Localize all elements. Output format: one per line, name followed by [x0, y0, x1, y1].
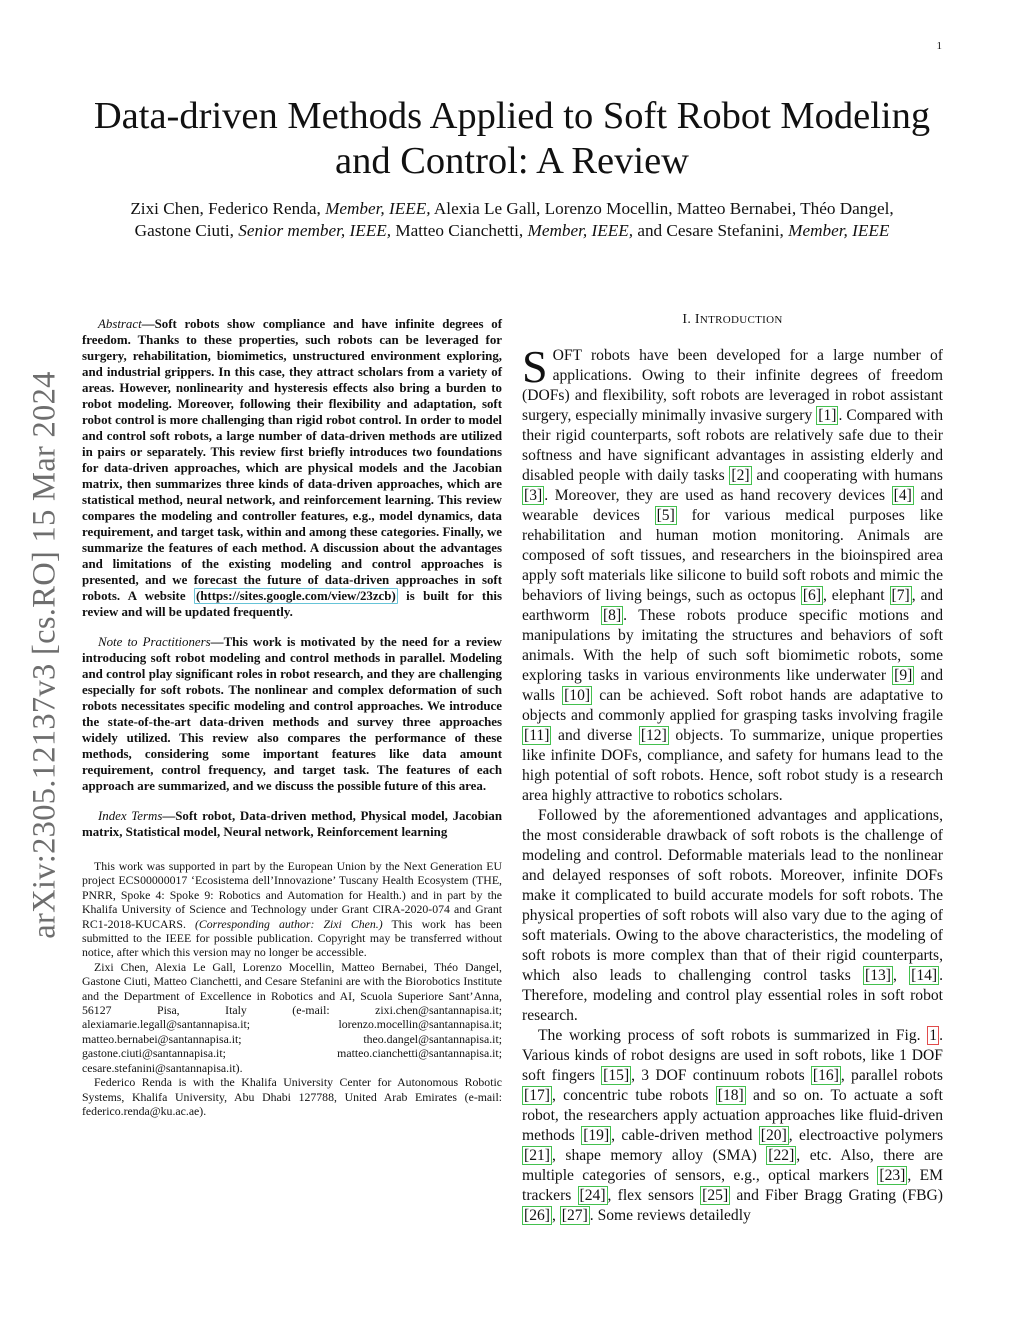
body-text: , and earthworm: [522, 587, 943, 624]
body-text: . Some reviews detailedly: [589, 1207, 751, 1224]
citation-link[interactable]: [8]: [602, 607, 622, 624]
body-text: , shape memory alloy (SMA): [551, 1147, 767, 1164]
body-text: . Moreover, they are used as hand recovery devices: [544, 487, 892, 504]
note-label: Note to Practitioners: [98, 635, 211, 649]
body-text: for various medical purposes like rehabilitation and human motion monitoring. Animals are composed of soft tissues, and researchers in the bioinspired area apply soft materials like silicone to build soft robots and mimic the behaviors of living beings, such as octopus: [522, 507, 943, 604]
body-text: , 3 DOF continuum robots: [631, 1067, 811, 1084]
body-text: Followed by the aforementioned advantages and applications, the most considerable drawback of soft robots is the challenge of modeling and control. Deformable materials lead to the nonlinear and delayed responses of soft robots. Moreover, infinite DOFs make it complicated to build accurate models for soft robots. The physical properties of soft robots will also vary due to the aging of soft materials. Owing to the above characteristics, the modeling of soft robots is more complex than that of their rigid counterparts, which also leads to challenging control tasks: [522, 807, 943, 984]
author-list: [80, 198, 944, 242]
body-text: and diverse: [551, 727, 639, 744]
right-column: [522, 312, 943, 1226]
body-text: , flex sensors: [607, 1187, 701, 1204]
figure-ref-link[interactable]: 1: [929, 1027, 938, 1044]
citation-link[interactable]: [20]: [760, 1127, 787, 1144]
body-text: , etc. Also, there are multiple categories of sensors, e.g., optical markers: [522, 1147, 944, 1184]
body-text: . Therefore, modeling and control play essential roles in soft robot research.: [522, 967, 944, 1024]
section-heading: I. INTRODUCTION: [682, 312, 783, 327]
citation-link[interactable]: [4]: [893, 487, 912, 504]
intro-paragraph-3: [522, 1026, 943, 1226]
citation-link[interactable]: [26]: [524, 1207, 550, 1224]
note-to-practitioners: Note to Practitioners—This work is motivated by the need for a review introducing soft robot modeling and control methods in parallel. Modeling and control play significant roles in robot research, and they are challenging especially for soft robots. The nonlinear and complex deformation of such robots necessitates specific modeling and control approaches. We introduce the state-of-the-art data-driven methods and survey three approaches widely utilized. This review also compares the performance of these methods, considering some important features like data amount requirement, control frequency, and target task. The features of each approach are summarized, and we discuss the possible future of this area.: [82, 635, 502, 793]
funding-footnote: This work was supported in part by the European Union by the Next Generation EU project ECS00000017 ‘Ecosistema dell’Innovazione’ Tuscany Health Ecosystem (THE, PNRR, Spoke 4: Spoke 9: Robotics and Automation for Health.) and in part by the Khalifa University of Science and Technology under Grant CIRA-2020-074 and Grant RC1-2018-KUCARS. (Corresponding author: Zixi Chen.) This work has been submitted to the IEEE for possible publication. Copyright may be transferred without notice, after which this version may no longer be accessible.: [82, 859, 503, 960]
body-text: The working process of soft robots is summarized in Fig.: [538, 1027, 928, 1044]
website-link[interactable]: (https://sites.google.com/view/23zcb): [195, 589, 396, 603]
citation-link[interactable]: [18]: [717, 1087, 744, 1104]
arxiv-stamp: [14, 350, 76, 960]
index-terms: Index Terms—Soft robot, Data-driven method, Physical model, Jacobian matrix, Statistical model, Neural network, Reinforcement learning: [82, 809, 502, 839]
body-text: . Compared with their rigid counterparts, soft robots are relatively safe due to their softness and have significant advantages in assisting elderly and disabled people with daily tasks: [522, 407, 944, 484]
citation-link[interactable]: [22]: [768, 1147, 795, 1164]
citation-link[interactable]: [3]: [524, 487, 543, 504]
intro-paragraph-2: [522, 806, 943, 1026]
citation-link[interactable]: [2]: [731, 467, 750, 484]
left-column: [82, 316, 502, 1118]
body-text: and cooperating with humans: [751, 467, 943, 484]
body-text: objects. To summarize, unique properties like infinite DOFs, compliance, and safety for humans lead to the high potential of soft robots. Hence, soft robot study is a research area highly attractive to robotics scholars.: [522, 727, 943, 804]
citation-link[interactable]: [13]: [865, 967, 891, 984]
body-text: , electroactive polymers: [788, 1127, 944, 1144]
citation-link[interactable]: [25]: [702, 1187, 729, 1204]
citation-link[interactable]: [1]: [818, 407, 837, 424]
body-text: ,: [893, 967, 910, 984]
body-text: , cable-driven method: [611, 1127, 759, 1144]
citation-link[interactable]: [21]: [524, 1147, 550, 1164]
citation-link[interactable]: [11]: [524, 727, 550, 744]
body-text: and wearable devices: [522, 487, 943, 524]
citation-link[interactable]: [17]: [524, 1087, 550, 1104]
body-text: , EM trackers: [522, 1167, 943, 1204]
citation-link[interactable]: [12]: [640, 727, 667, 744]
body-text: and walls: [522, 667, 943, 704]
footnotes: [82, 859, 502, 1118]
page-number: 1: [936, 40, 942, 52]
body-text: ,: [551, 1207, 560, 1224]
citation-link[interactable]: [19]: [583, 1127, 610, 1144]
paper-title: Data-driven Methods Applied to Soft Robot Modeling and Control: A Review: [93, 95, 931, 182]
body-text: can be achieved. Soft robot hands are adaptative to objects and commonly applied for grasping tasks involving fragile: [522, 687, 943, 724]
citation-link[interactable]: [9]: [894, 667, 913, 684]
citation-link[interactable]: [15]: [603, 1067, 630, 1084]
citation-link[interactable]: [10]: [564, 687, 591, 704]
affiliation-footnote-2: Federico Renda is with the Khalifa University Center for Autonomous Robotic Systems, Khalifa University, Abu Dhabi 127788, United Arab Emirates (e-mail: federico.renda@ku.ac.ae).: [82, 1075, 502, 1118]
citation-link[interactable]: [24]: [579, 1187, 606, 1204]
body-text: , concentric tube robots: [551, 1087, 716, 1104]
affiliation-footnote-1: Zixi Chen, Alexia Le Gall, Lorenzo Mocellin, Matteo Bernabei, Théo Dangel, Gastone Ciuti, Matteo Cianchetti, and Cesare Stefanini are with the Biorobotics Institute and the Department of Excellence in Robotics and AI, Scuola Superiore Sant’Anna, 56127 Pisa, Italy (e-mail: zixi.chen@santannapisa.it; alexiamarie.legall@santannapisa.it; lorenzo.mocellin@santannapisa.it; matteo.bernabei@santannapisa.it; theo.dangel@santannapisa.it; gastone.ciuti@santannapisa.it; matteo.cianchetti@santannapisa.it; cesare.stefanini@santannapisa.it).: [82, 959, 502, 1075]
citation-link[interactable]: [23]: [879, 1167, 906, 1184]
body-text: and so on. To actuate a soft robot, the researchers apply actuation approaches like fluid-driven methods: [522, 1087, 943, 1144]
body-text: , elephant: [823, 587, 890, 604]
citation-link[interactable]: [16]: [812, 1067, 839, 1084]
body-text: and Fiber Bragg Grating (FBG): [730, 1187, 944, 1204]
citation-link[interactable]: [7]: [891, 587, 910, 604]
body-text: , parallel robots: [840, 1067, 943, 1084]
author-line-2: Gastone Ciuti, Senior member, IEEE, Matteo Cianchetti, Member, IEEE, and Cesare Stefanini, Member, IEEE: [134, 221, 890, 240]
body-text: OFT robots have been developed for a large number of applications. Owing to their infinite degrees of freedom (DOFs) and flexibility, soft robots are leveraged in robot assistant surgery, especially minimally invasive surgery: [522, 347, 943, 424]
body-text: . Various kinds of robot designs are used in soft robots, like 1 DOF soft fingers: [522, 1027, 943, 1084]
body-text: . These robots produce specific motions and manipulations by imitating the structures and behaviors of soft animals. With the help of such soft biomimetic robots, some exploring tasks in various environments like underwater: [522, 607, 943, 684]
citation-link[interactable]: [6]: [802, 587, 822, 604]
index-terms-label: Index Terms: [98, 809, 163, 823]
intro-paragraph-1: [522, 341, 944, 806]
author-line-1: Zixi Chen, Federico Renda, Member, IEEE, Alexia Le Gall, Lorenzo Mocellin, Matteo Bernabei, Théo Dangel,: [130, 199, 894, 218]
citation-link[interactable]: [14]: [911, 967, 938, 984]
drop-cap: S: [522, 341, 548, 392]
abstract: Abstract—Soft robots show compliance and have infinite degrees of freedom. Thanks to these properties, such robots can be leveraged for surgery, rehabilitation, biomimetics, unstructured environment exploring, and industrial grippers. In this case, they attract scholars from a variety of areas. However, nonlinearity and hysteresis effects also bring a burden to robot modeling. Moreover, following their flexibility and adaptation, soft robot control is more challenging than rigid robot control. In order to model and control soft robots, a large number of data-driven methods are utilized in pairs or separately. This review first briefly introduces two foundations for data-driven approaches, which are physical models and the Jacobian matrix, then summarizes three kinds of data-driven approaches, which are statistical method, neural network, and reinforcement learning. This review compares the modeling and controller features, e.g., model dynamics, data requirement, and target task, within and among these categories. Finally, we summarize the features of each method. A discussion about the advantages and limitations of the existing modeling and control approaches is presented, and we forecast the future of data-driven approaches in soft robots. A website (https://sites.google.com/view/23zcb) is built for this review and will be updated frequently.: [82, 317, 502, 619]
arxiv-stamp-text: arXiv:2305.12137v3 [cs.RO] 15 Mar 2024: [26, 371, 63, 939]
abstract-label: Abstract: [98, 317, 142, 331]
citation-link[interactable]: [27]: [561, 1207, 588, 1224]
citation-link[interactable]: [5]: [656, 507, 675, 524]
